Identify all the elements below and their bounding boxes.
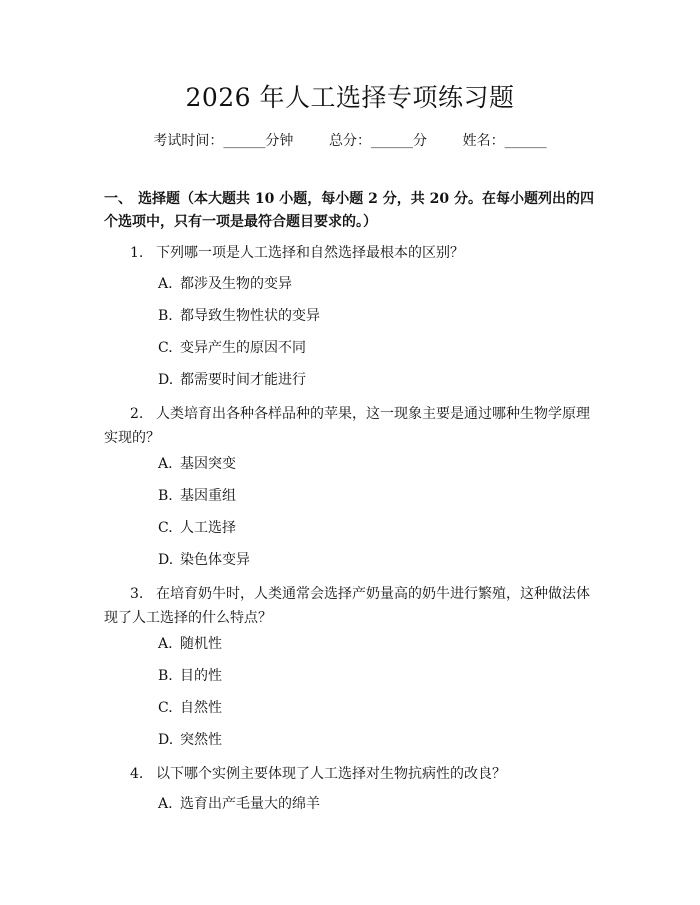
score-unit: 分 (413, 133, 427, 149)
q1-option-a (158, 274, 588, 294)
option-letter: D. (158, 732, 174, 748)
option-text: 人工选择 (180, 520, 236, 536)
option-text: 都涉及生物的变异 (180, 276, 292, 292)
option-text: 自然性 (180, 700, 222, 716)
option-text: 基因突变 (180, 456, 236, 472)
question-4 (104, 762, 600, 786)
option-letter: C. (158, 520, 173, 536)
q2-option-c (158, 518, 588, 538)
question-2 (104, 402, 600, 450)
question-text: 在培育奶牛时，人类通常会选择产奶量高的奶牛进行繁殖，这种做法体现了人工选择的什么特点？ (104, 586, 590, 626)
option-text: 染色体变异 (180, 552, 250, 568)
question-number: 3. (130, 586, 144, 602)
name-blank: ______ (504, 133, 547, 149)
q1-option-c (158, 338, 588, 358)
option-letter: D. (158, 372, 174, 388)
question-text: 下列哪一项是人工选择和自然选择最根本的区别？ (156, 245, 464, 261)
question-number: 1. (130, 245, 144, 261)
q3-option-a (158, 634, 588, 654)
option-letter: B. (158, 308, 173, 324)
option-text: 都需要时间才能进行 (180, 372, 306, 388)
option-text: 选育出产毛量大的绵羊 (180, 796, 320, 812)
option-text: 目的性 (180, 668, 222, 684)
q3-option-c (158, 698, 588, 718)
section-instructions: 选择题（本大题共 10 小题，每小题 2 分，共 20 分。在每小题列出的四个选项中，只有一项是最符合题目要求的。） (104, 191, 594, 230)
option-letter: A. (158, 276, 173, 292)
question-text: 人类培育出各种各样品种的苹果，这一现象主要是通过哪种生物学原理实现的？ (104, 406, 590, 446)
score-blank: ______ (371, 133, 413, 149)
q4-option-a (158, 794, 588, 814)
q3-option-b (158, 666, 588, 686)
q2-option-b (158, 486, 588, 506)
option-letter: B. (158, 488, 173, 504)
question-text: 以下哪个实例主要体现了人工选择对生物抗病性的改良？ (156, 766, 506, 782)
time-unit: 分钟 (265, 133, 294, 149)
question-3 (104, 582, 600, 630)
option-letter: C. (158, 340, 173, 356)
exam-info-line (0, 130, 700, 152)
q1-option-b (158, 306, 588, 326)
option-letter: D. (158, 552, 174, 568)
q2-option-a (158, 454, 588, 474)
question-1 (104, 241, 600, 265)
option-letter: C. (158, 700, 173, 716)
option-text: 突然性 (180, 732, 222, 748)
question-number: 4. (130, 766, 144, 782)
section-number: 一、 (104, 191, 132, 207)
option-text: 都导致生物性状的变异 (180, 308, 320, 324)
section-heading (104, 188, 604, 234)
option-letter: A. (158, 796, 173, 812)
q1-option-d (158, 370, 588, 390)
time-label: 考试时间： (153, 133, 224, 149)
option-letter: A. (158, 456, 173, 472)
option-text: 基因重组 (180, 488, 236, 504)
question-number: 2. (130, 406, 144, 422)
option-text: 变异产生的原因不同 (180, 340, 306, 356)
time-blank: ______ (223, 133, 266, 149)
option-letter: A. (158, 636, 173, 652)
q3-option-d (158, 730, 588, 750)
option-letter: B. (158, 668, 173, 684)
option-text: 随机性 (180, 636, 222, 652)
name-label: 姓名： (462, 133, 505, 149)
score-label: 总分： (329, 133, 371, 149)
page-title: 2026 年人工选择专项练习题 (185, 83, 515, 112)
q2-option-d (158, 550, 588, 570)
